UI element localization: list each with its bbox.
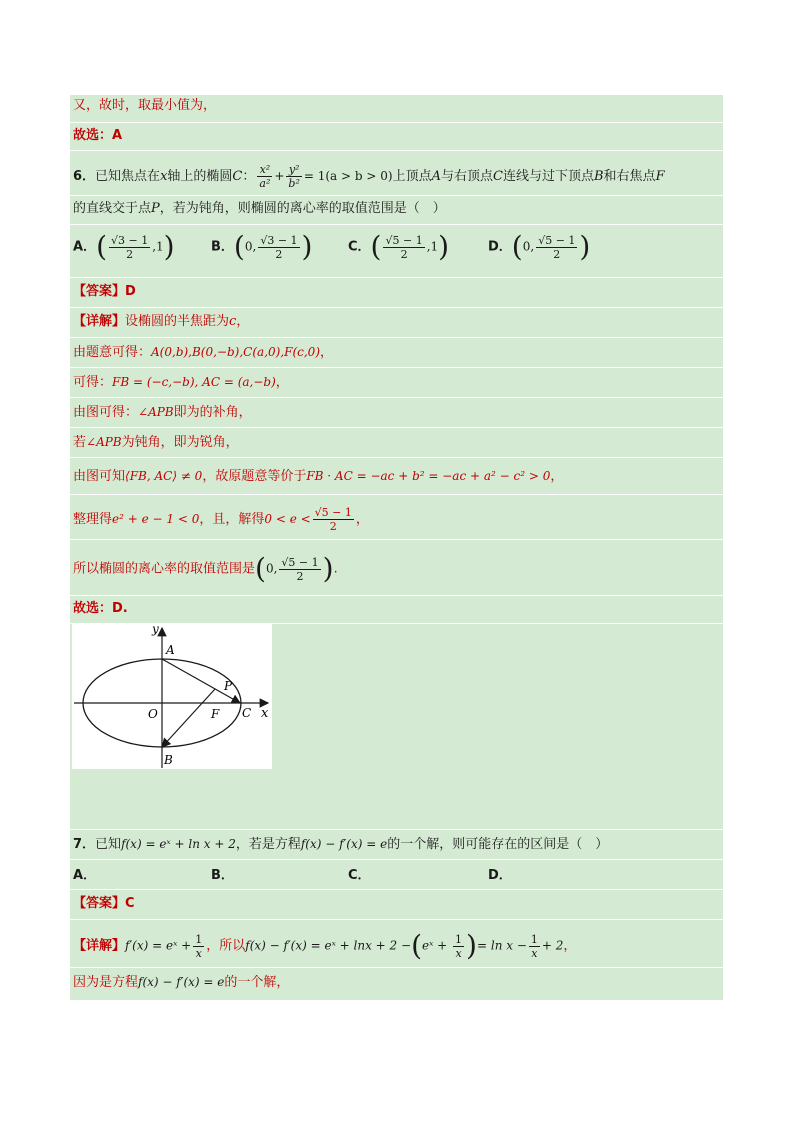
text-line: 所以椭圆的离心率的取值范围是(0, $\frac{√5 - 1}{2}$ ). (70, 540, 723, 596)
answer-row (70, 890, 723, 920)
math-expr: FB · AC = −ac + b² = −ac + a² − c² > 0 (306, 469, 551, 483)
question-6-line-2: 的直线交于点P，若为钝角，则椭圆的离心率的取值范围是（ ） (70, 196, 723, 225)
question-text: ： (242, 169, 256, 184)
option-d: D．(0, $\frac{√5 - 1}{2}$ ) (488, 230, 591, 263)
option-b: B．(0, $\frac{√3 - 1}{2}$ ) (211, 230, 313, 263)
label-c: C (242, 706, 252, 720)
ellipse-figure (72, 624, 272, 769)
text-line: 若∠APB为钝角，即为锐角， (70, 428, 723, 458)
document-body (70, 95, 723, 1000)
math-expr: A(0,b),B(0,−b),C(a,0),F(c,0) (151, 345, 320, 359)
question-6-line-1: 6．已知焦点在x轴上的椭圆C： $\frac{\text{x²}}{\text{a²}}$ + $\frac{\text{y²}}{\text{b²}}$ = 1(a > b > 0)上顶点A与右顶点C连线与过下顶点B和右焦点F (70, 151, 723, 196)
answer-line: 故选：A (73, 128, 123, 143)
answer-label: 【答案】 (73, 284, 126, 299)
detail-label: 【详解】 (73, 314, 126, 329)
detail-row: 【详解】f′(x) = eˣ + $\frac{1}{x}$ ，所以f(x) − f′(x) = eˣ + lnx + 2 −(eˣ + $\frac{1}{x}$ )= ln x − $\frac{1}{x}$ + 2， (70, 920, 723, 968)
question-6-options (70, 225, 723, 278)
label-a: A (166, 643, 175, 657)
text-line: 整理得e² + e − 1 < 0，且，解得0 < e < $\frac{√5 - 1}{2}$ ， (70, 495, 723, 540)
question-text: 轴上的椭圆 (167, 169, 233, 184)
question-7-line-1: 7．已知f(x) = eˣ + ln x + 2，若是方程f(x) − f′(x) = e的一个解，则可能存在的区间是（ ） (70, 830, 723, 860)
detail-label: 【详解】 (73, 938, 126, 954)
answer-value: C (125, 896, 135, 911)
option-a: A．( $\frac{√3 - 1}{2}$ ,1) (73, 230, 175, 263)
label-y: y (152, 624, 159, 636)
text-line: 由图可知⟨FB, AC⟩ ≠ 0，故原题意等价于FB · AC = −ac + b² = −ac + a² − c² > 0， (70, 458, 723, 495)
answer-row (70, 278, 723, 308)
math-expr: f(x) = eˣ + ln x + 2 (121, 837, 236, 851)
question-text: 已知焦点在 (95, 169, 161, 184)
answer-label: 【答案】 (73, 896, 126, 911)
question-7-options (70, 860, 723, 890)
fraction: $\frac{\text{y²}}{\text{b²}}$ (288, 163, 300, 190)
spacer-row (70, 778, 723, 830)
question-text: 上顶点 (392, 169, 432, 184)
question-text: ，若为钝角，则椭圆的离心率的取值范围是（ ） (159, 201, 446, 216)
math-expr: ⟨FB, AC⟩ ≠ 0 (125, 469, 203, 483)
label-o: O (148, 707, 158, 721)
option-b: B． (211, 868, 234, 883)
math-expr: FB = (−c,−b), AC = (a,−b) (112, 375, 276, 389)
text-line (70, 123, 723, 151)
label-p: P (224, 679, 233, 693)
math-expr: = 1(a > b > 0) (303, 169, 393, 183)
question-text: 的直线交于点 (73, 201, 152, 216)
option-c: C． (348, 868, 371, 883)
label-f: F (211, 707, 220, 721)
fraction: $\frac{\text{x²}}{\text{a²}}$ (259, 163, 271, 190)
text-line (70, 95, 723, 123)
label-x: x (261, 706, 269, 721)
math-var: x (160, 169, 168, 184)
line-fb (162, 689, 215, 747)
answer-line: 故选：D. (73, 601, 128, 616)
ellipse-diagram (72, 624, 272, 769)
math-expr: f(x) − f′(x) = e (300, 837, 388, 851)
detail-row: 【详解】设椭圆的半焦距为c， (70, 308, 723, 338)
option-a: A． (73, 868, 97, 883)
text-line: 可得：FB = (−c,−b), AC = (a,−b)， (70, 368, 723, 398)
text-line: 由题意可得：A(0,b),B(0,−b),C(a,0),F(c,0)， (70, 338, 723, 368)
label-b: B (164, 753, 173, 767)
question-number: 6． (73, 169, 96, 184)
option-c: C．( $\frac{√5 - 1}{2}$ ,1) (348, 230, 450, 263)
answer-value: D (125, 284, 136, 299)
question-number: 7． (73, 837, 96, 852)
text-line (70, 596, 723, 624)
option-d: D． (488, 868, 512, 883)
math-var: C (232, 169, 243, 184)
text-line: 由图可得：∠APB即为的补角， (70, 398, 723, 428)
text-line-1: 又，故时，取最小值为， (73, 98, 217, 113)
text-line: 因为是方程f(x) − f′(x) = e的一个解， (73, 975, 290, 990)
